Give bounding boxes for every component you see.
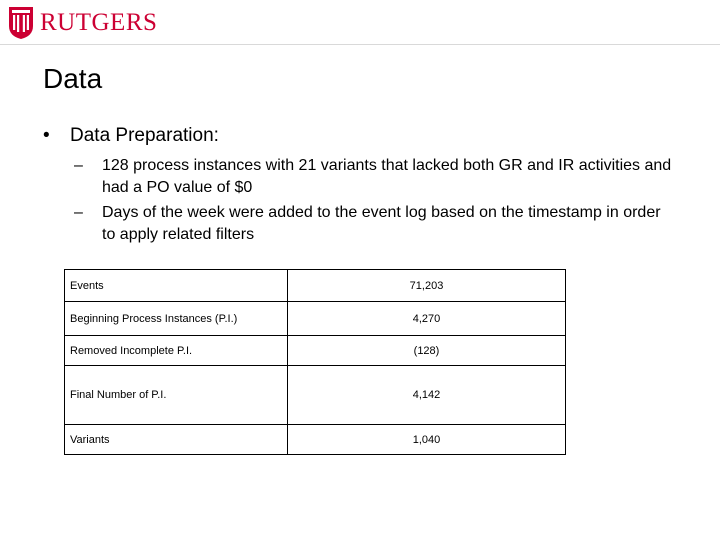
row-label: Removed Incomplete P.I. [65,336,288,366]
rutgers-logo [8,6,157,40]
table-row [65,270,566,302]
shield-icon [8,6,34,40]
bullet-text: Data Preparation: [70,125,219,146]
sub-bullet-item [74,202,674,246]
bullet-item [43,124,219,148]
row-value: 71,203 [288,270,566,302]
dash-icon: – [74,204,83,221]
data-summary-table [64,269,566,455]
row-label: Final Number of P.I. [65,366,288,425]
row-value: 1,040 [288,425,566,455]
row-label: Events [65,270,288,302]
row-value: 4,142 [288,366,566,425]
row-label: Variants [65,425,288,455]
bullet-dot-icon: • [43,125,50,146]
sub-bullet-item [74,155,674,199]
table-row [65,425,566,455]
sub-bullet-text: 128 process instances with 21 variants that lacked both GR and IR activities and had a PO value of $0 [102,157,672,196]
dash-icon: – [74,157,83,174]
row-label: Beginning Process Instances (P.I.) [65,302,288,336]
sub-bullet-text: Days of the week were added to the event log based on the timestamp in order to apply related filters [102,204,661,243]
row-value: (128) [288,336,566,366]
slide-title: Data [43,63,103,94]
table-row [65,302,566,336]
sub-bullet-list [74,155,674,249]
header-divider [0,44,720,45]
row-value: 4,270 [288,302,566,336]
table-row [65,336,566,366]
table-row [65,366,566,425]
logo-wordmark: RUTGERS [40,9,158,36]
